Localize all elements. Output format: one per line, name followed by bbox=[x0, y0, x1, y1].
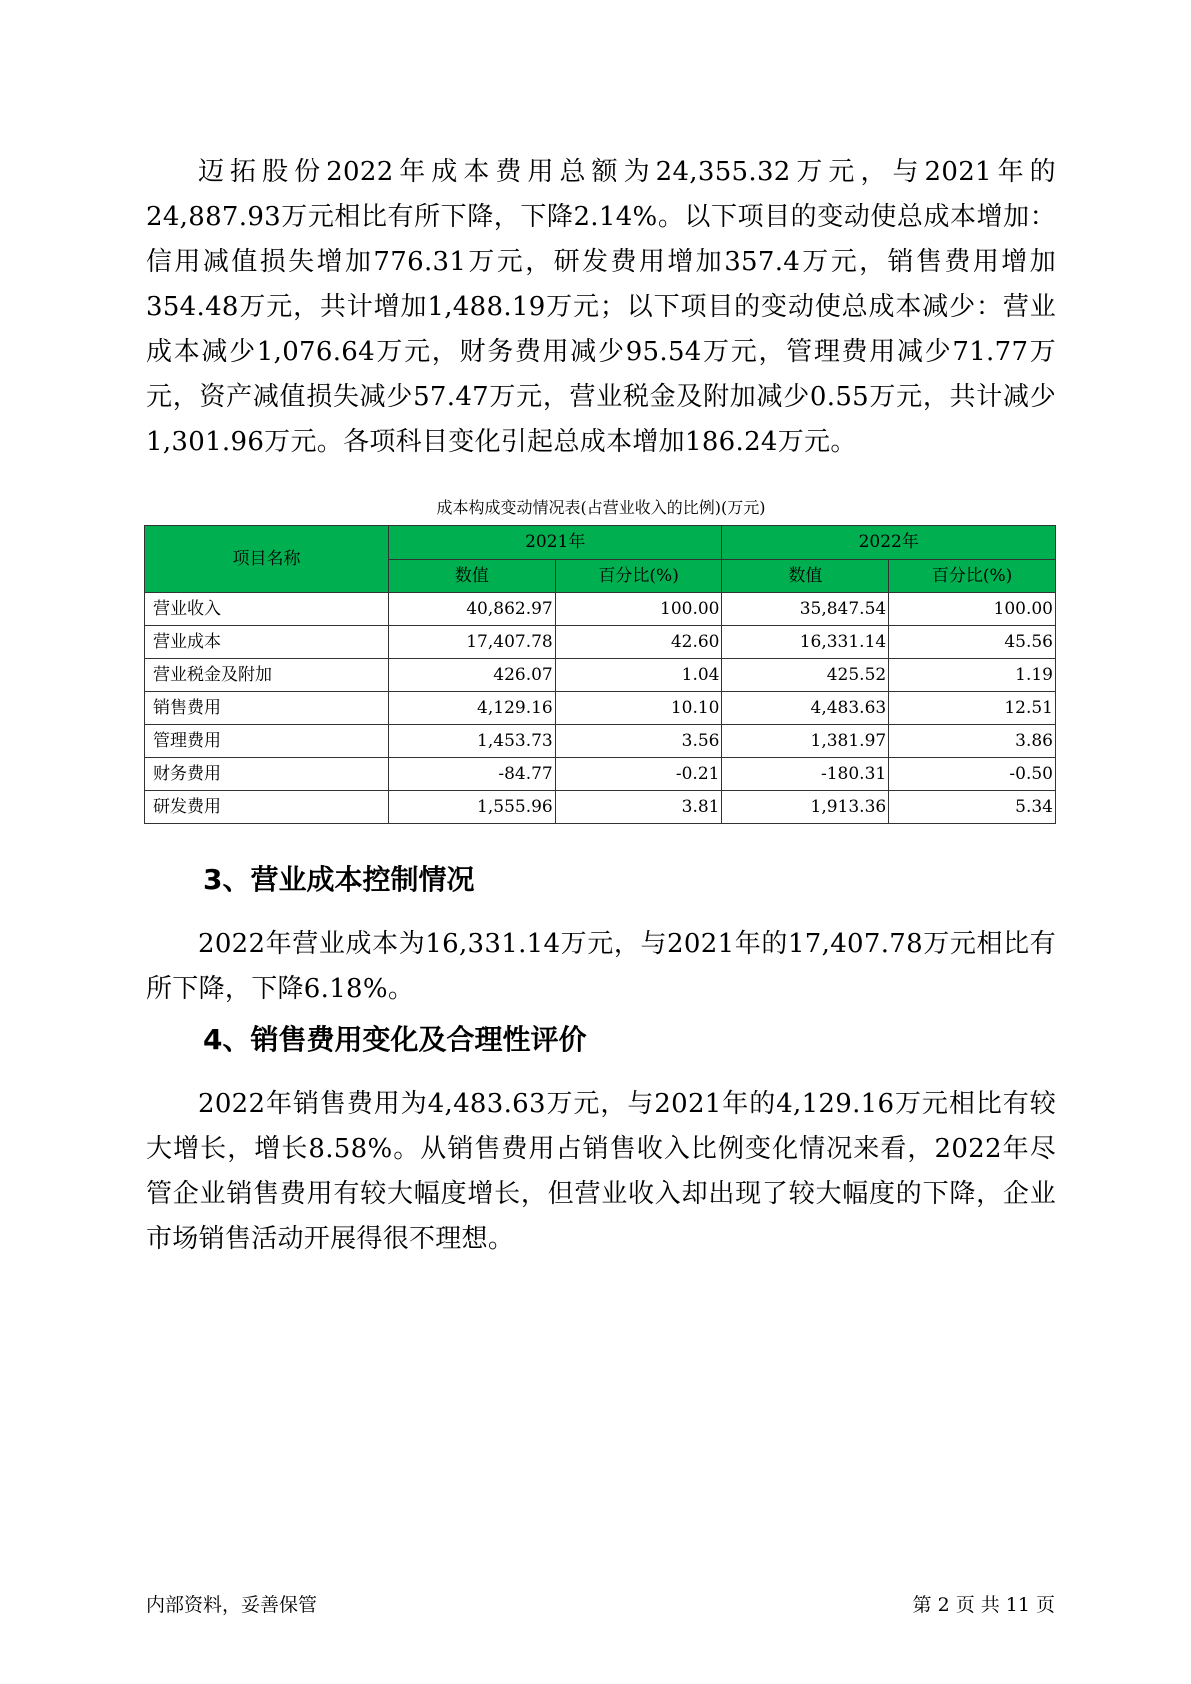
percent-2021: 3.81 bbox=[555, 791, 722, 824]
table-row bbox=[145, 692, 1056, 725]
row-name: 管理费用 bbox=[145, 725, 389, 758]
table-row bbox=[145, 758, 1056, 791]
row-name: 销售费用 bbox=[145, 692, 389, 725]
table-header-row bbox=[145, 526, 1056, 560]
table-row bbox=[145, 791, 1056, 824]
row-name: 营业收入 bbox=[145, 593, 389, 626]
footer-page-number: 第 2 页 共 11 页 bbox=[912, 1594, 1055, 1616]
percent-2022: 12.51 bbox=[889, 692, 1056, 725]
percent-2021: 42.60 bbox=[555, 626, 722, 659]
value-2022: 16,331.14 bbox=[722, 626, 889, 659]
percent-2021: 10.10 bbox=[555, 692, 722, 725]
value-2021: 1,555.96 bbox=[389, 791, 556, 824]
table-caption: 成本构成变动情况表(占营业收入的比例)(万元) bbox=[436, 498, 766, 517]
header-percent-2021: 百分比(%) bbox=[555, 560, 722, 593]
value-2022: 425.52 bbox=[722, 659, 889, 692]
value-2022: 1,381.97 bbox=[722, 725, 889, 758]
percent-2022: -0.50 bbox=[889, 758, 1056, 791]
row-name: 研发费用 bbox=[145, 791, 389, 824]
value-2021: -84.77 bbox=[389, 758, 556, 791]
percent-2022: 45.56 bbox=[889, 626, 1056, 659]
table-row bbox=[145, 626, 1056, 659]
row-name: 营业成本 bbox=[145, 626, 389, 659]
row-name: 财务费用 bbox=[145, 758, 389, 791]
header-item-name: 项目名称 bbox=[145, 526, 389, 593]
percent-2022: 100.00 bbox=[889, 593, 1056, 626]
value-2021: 426.07 bbox=[389, 659, 556, 692]
value-2021: 4,129.16 bbox=[389, 692, 556, 725]
percent-2022: 5.34 bbox=[889, 791, 1056, 824]
sales-expense-paragraph: 2022年销售费用为4,483.63万元，与2021年的4,129.16万元相比有较大增长，增长8.58%。从销售费用占销售收入比例变化情况来看，2022年尽管企业销售费用有较大幅度增长，但营业收入却出现了较大幅度的下降，企业市场销售活动开展得很不理想。 bbox=[146, 1089, 1056, 1254]
table-row bbox=[145, 659, 1056, 692]
cost-summary-paragraph: 迈拓股份2022年成本费用总额为24,355.32万元，与2021年的24,887.93万元相比有所下降，下降2.14%。以下项目的变动使总成本增加：信用减值损失增加776.31万元，研发费用增加357.4万元，销售费用增加354.48万元，共计增加1,488.19万元；以下项目的变动使总成本减少：营业成本减少1,076.64万元，财务费用减少95.54万元，管理费用减少71.77万元，资产减值损失减少57.47万元，营业税金及附加减少0.55万元，共计减少1,301.96万元。各项科目变化引起总成本增加186.24万元。 bbox=[146, 157, 1056, 457]
percent-2021: 1.04 bbox=[555, 659, 722, 692]
value-2021: 1,453.73 bbox=[389, 725, 556, 758]
percent-2021: 100.00 bbox=[555, 593, 722, 626]
percent-2022: 3.86 bbox=[889, 725, 1056, 758]
cost-structure-table bbox=[144, 525, 1056, 824]
table-row bbox=[145, 725, 1056, 758]
header-year-2022: 2022年 bbox=[722, 526, 1056, 560]
section-heading-sales-expense: 4、销售费用变化及合理性评价 bbox=[203, 1023, 587, 1056]
section-heading-cost-control: 3、营业成本控制情况 bbox=[203, 863, 475, 896]
value-2022: 35,847.54 bbox=[722, 593, 889, 626]
header-value-2021: 数值 bbox=[389, 560, 556, 593]
row-name: 营业税金及附加 bbox=[145, 659, 389, 692]
percent-2021: 3.56 bbox=[555, 725, 722, 758]
table-row bbox=[145, 593, 1056, 626]
percent-2022: 1.19 bbox=[889, 659, 1056, 692]
header-value-2022: 数值 bbox=[722, 560, 889, 593]
value-2021: 40,862.97 bbox=[389, 593, 556, 626]
header-year-2021: 2021年 bbox=[389, 526, 722, 560]
value-2022: 1,913.36 bbox=[722, 791, 889, 824]
operating-cost-paragraph: 2022年营业成本为16,331.14万元，与2021年的17,407.78万元相比有所下降，下降6.18%。 bbox=[146, 929, 1056, 1004]
value-2022: -180.31 bbox=[722, 758, 889, 791]
header-percent-2022: 百分比(%) bbox=[889, 560, 1056, 593]
footer-confidential-note: 内部资料，妥善保管 bbox=[146, 1594, 318, 1616]
percent-2021: -0.21 bbox=[555, 758, 722, 791]
value-2022: 4,483.63 bbox=[722, 692, 889, 725]
value-2021: 17,407.78 bbox=[389, 626, 556, 659]
